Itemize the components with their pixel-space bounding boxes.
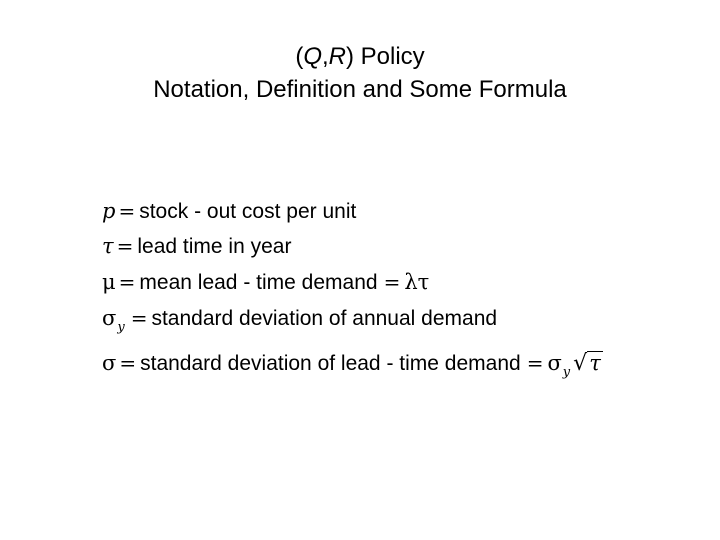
definition-lead-time <box>102 231 291 262</box>
definition-stockout-cost <box>102 196 356 227</box>
definition-text: standard deviation of lead - time demand <box>140 352 521 375</box>
title-comma: , <box>321 43 329 70</box>
equals-sign: = <box>118 199 136 223</box>
definition-text: mean lead - time demand <box>139 271 378 294</box>
title-line-2: Notation, Definition and Some Formula <box>153 76 567 103</box>
symbol-sigma: σ <box>102 351 117 375</box>
definition-text: standard deviation of annual demand <box>151 307 498 330</box>
symbol-sigma-y: σ <box>102 306 117 330</box>
equals-sign: = <box>118 270 136 294</box>
square-root <box>573 349 603 379</box>
definition-std-leadtime <box>102 348 603 382</box>
formula-sigma-y: σ <box>547 351 562 375</box>
formula-subscript-y: y <box>562 365 571 380</box>
title-paren-open: ( <box>295 43 304 70</box>
title-line-1 <box>0 40 720 73</box>
equals-sign-2: = <box>383 270 401 294</box>
equals-sign: = <box>116 234 134 258</box>
equals-sign: = <box>119 351 137 375</box>
symbol-mu: μ <box>102 270 116 294</box>
subscript-y: y <box>117 320 125 335</box>
radicand-tau: τ <box>589 351 601 375</box>
formula-lambda-tau: λτ <box>404 270 430 294</box>
definition-text: stock - out cost per unit <box>139 200 357 223</box>
equals-sign-2: = <box>526 351 544 375</box>
equals-sign: = <box>130 306 148 330</box>
slide-title <box>0 40 720 106</box>
title-r: R <box>328 43 346 70</box>
title-policy: ) Policy <box>346 43 425 70</box>
definition-text: lead time in year <box>137 235 292 258</box>
title-q: Q <box>303 43 322 70</box>
symbol-p: p <box>102 199 116 223</box>
radical-sign-icon: √ <box>573 351 588 376</box>
definition-mean-demand <box>102 267 429 298</box>
symbol-tau: τ <box>102 234 114 258</box>
definition-std-annual <box>102 303 497 337</box>
